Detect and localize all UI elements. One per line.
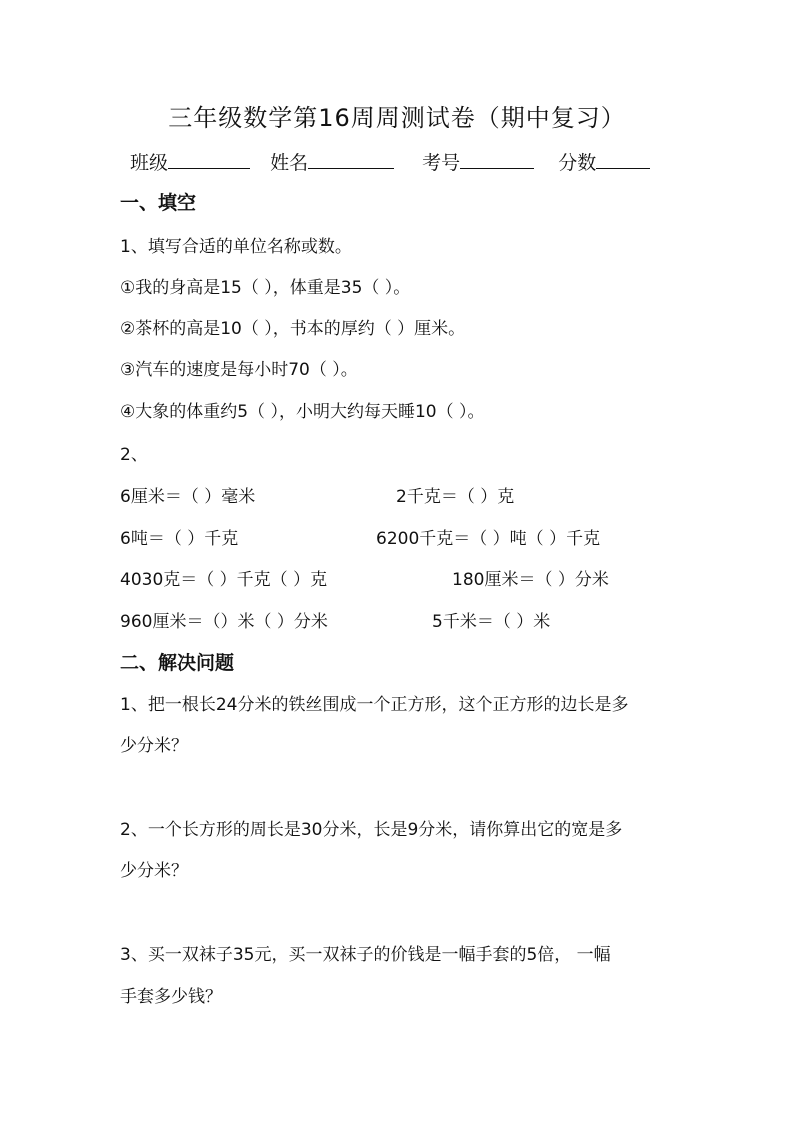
conversion-item: 180厘米＝（ ）分米 <box>452 570 609 590</box>
conversion-item: 4030克＝（ ）千克（ ）克 <box>120 570 328 590</box>
exam-no-blank[interactable] <box>460 150 534 169</box>
problem-3-line-1: 3、买一双袜子35元，买一双袜子的价钱是一幅手套的5倍， 一幅 <box>120 945 611 965</box>
score-label: 分数 <box>558 152 597 174</box>
problem-3-line-2: 手套多少钱？ <box>120 987 222 1007</box>
name-field <box>270 148 394 175</box>
problem-1-line-1: 1、把一根长24分米的铁丝围成一个正方形，这个正方形的边长是多 <box>120 695 629 715</box>
conversion-item: 5千米＝（ ）米 <box>432 612 551 632</box>
conversion-item: 6厘米＝（ ）毫米 <box>120 487 256 507</box>
conversion-item: 2千克＝（ ）克 <box>396 487 515 507</box>
question-1-item: ①我的身高是15（ ），体重是35（ ）。 <box>120 278 411 298</box>
exam-no-label: 考号 <box>422 152 461 174</box>
class-field <box>130 148 250 175</box>
question-1-item: ④大象的体重约5（ ），小明大约每天睡10（ ）。 <box>120 402 485 422</box>
question-1-item: ③汽车的速度是每小时70（ ）。 <box>120 360 358 380</box>
class-label: 班级 <box>130 152 169 174</box>
class-blank[interactable] <box>168 150 250 169</box>
conversion-item: 6200千克＝（ ）吨（ ）千克 <box>376 529 601 549</box>
name-label: 姓名 <box>270 152 309 174</box>
score-blank[interactable] <box>596 150 650 169</box>
conversion-item: 960厘米＝（）米（ ）分米 <box>120 612 328 632</box>
section-fill-blank-heading: 一、填空 <box>120 192 197 214</box>
problem-1-line-2: 少分米？ <box>120 736 188 756</box>
page-title: 三年级数学第16周周测试卷（期中复习） <box>168 104 626 132</box>
student-info-row <box>130 148 664 175</box>
problem-2-line-1: 2、一个长方形的周长是30分米，长是9分米，请你算出它的宽是多 <box>120 820 623 840</box>
question-1-prompt: 1、填写合适的单位名称或数。 <box>120 237 352 257</box>
conversion-item: 6吨＝（ ）千克 <box>120 529 239 549</box>
question-2-prompt: 2、 <box>120 445 148 465</box>
section-problem-solving-heading: 二、解决问题 <box>120 652 235 674</box>
problem-2-line-2: 少分米？ <box>120 861 188 881</box>
exam-no-field <box>422 148 534 175</box>
name-blank[interactable] <box>308 150 394 169</box>
question-1-item: ②茶杯的高是10（ ），书本的厚约（ ）厘米。 <box>120 319 466 339</box>
score-field <box>558 148 650 175</box>
